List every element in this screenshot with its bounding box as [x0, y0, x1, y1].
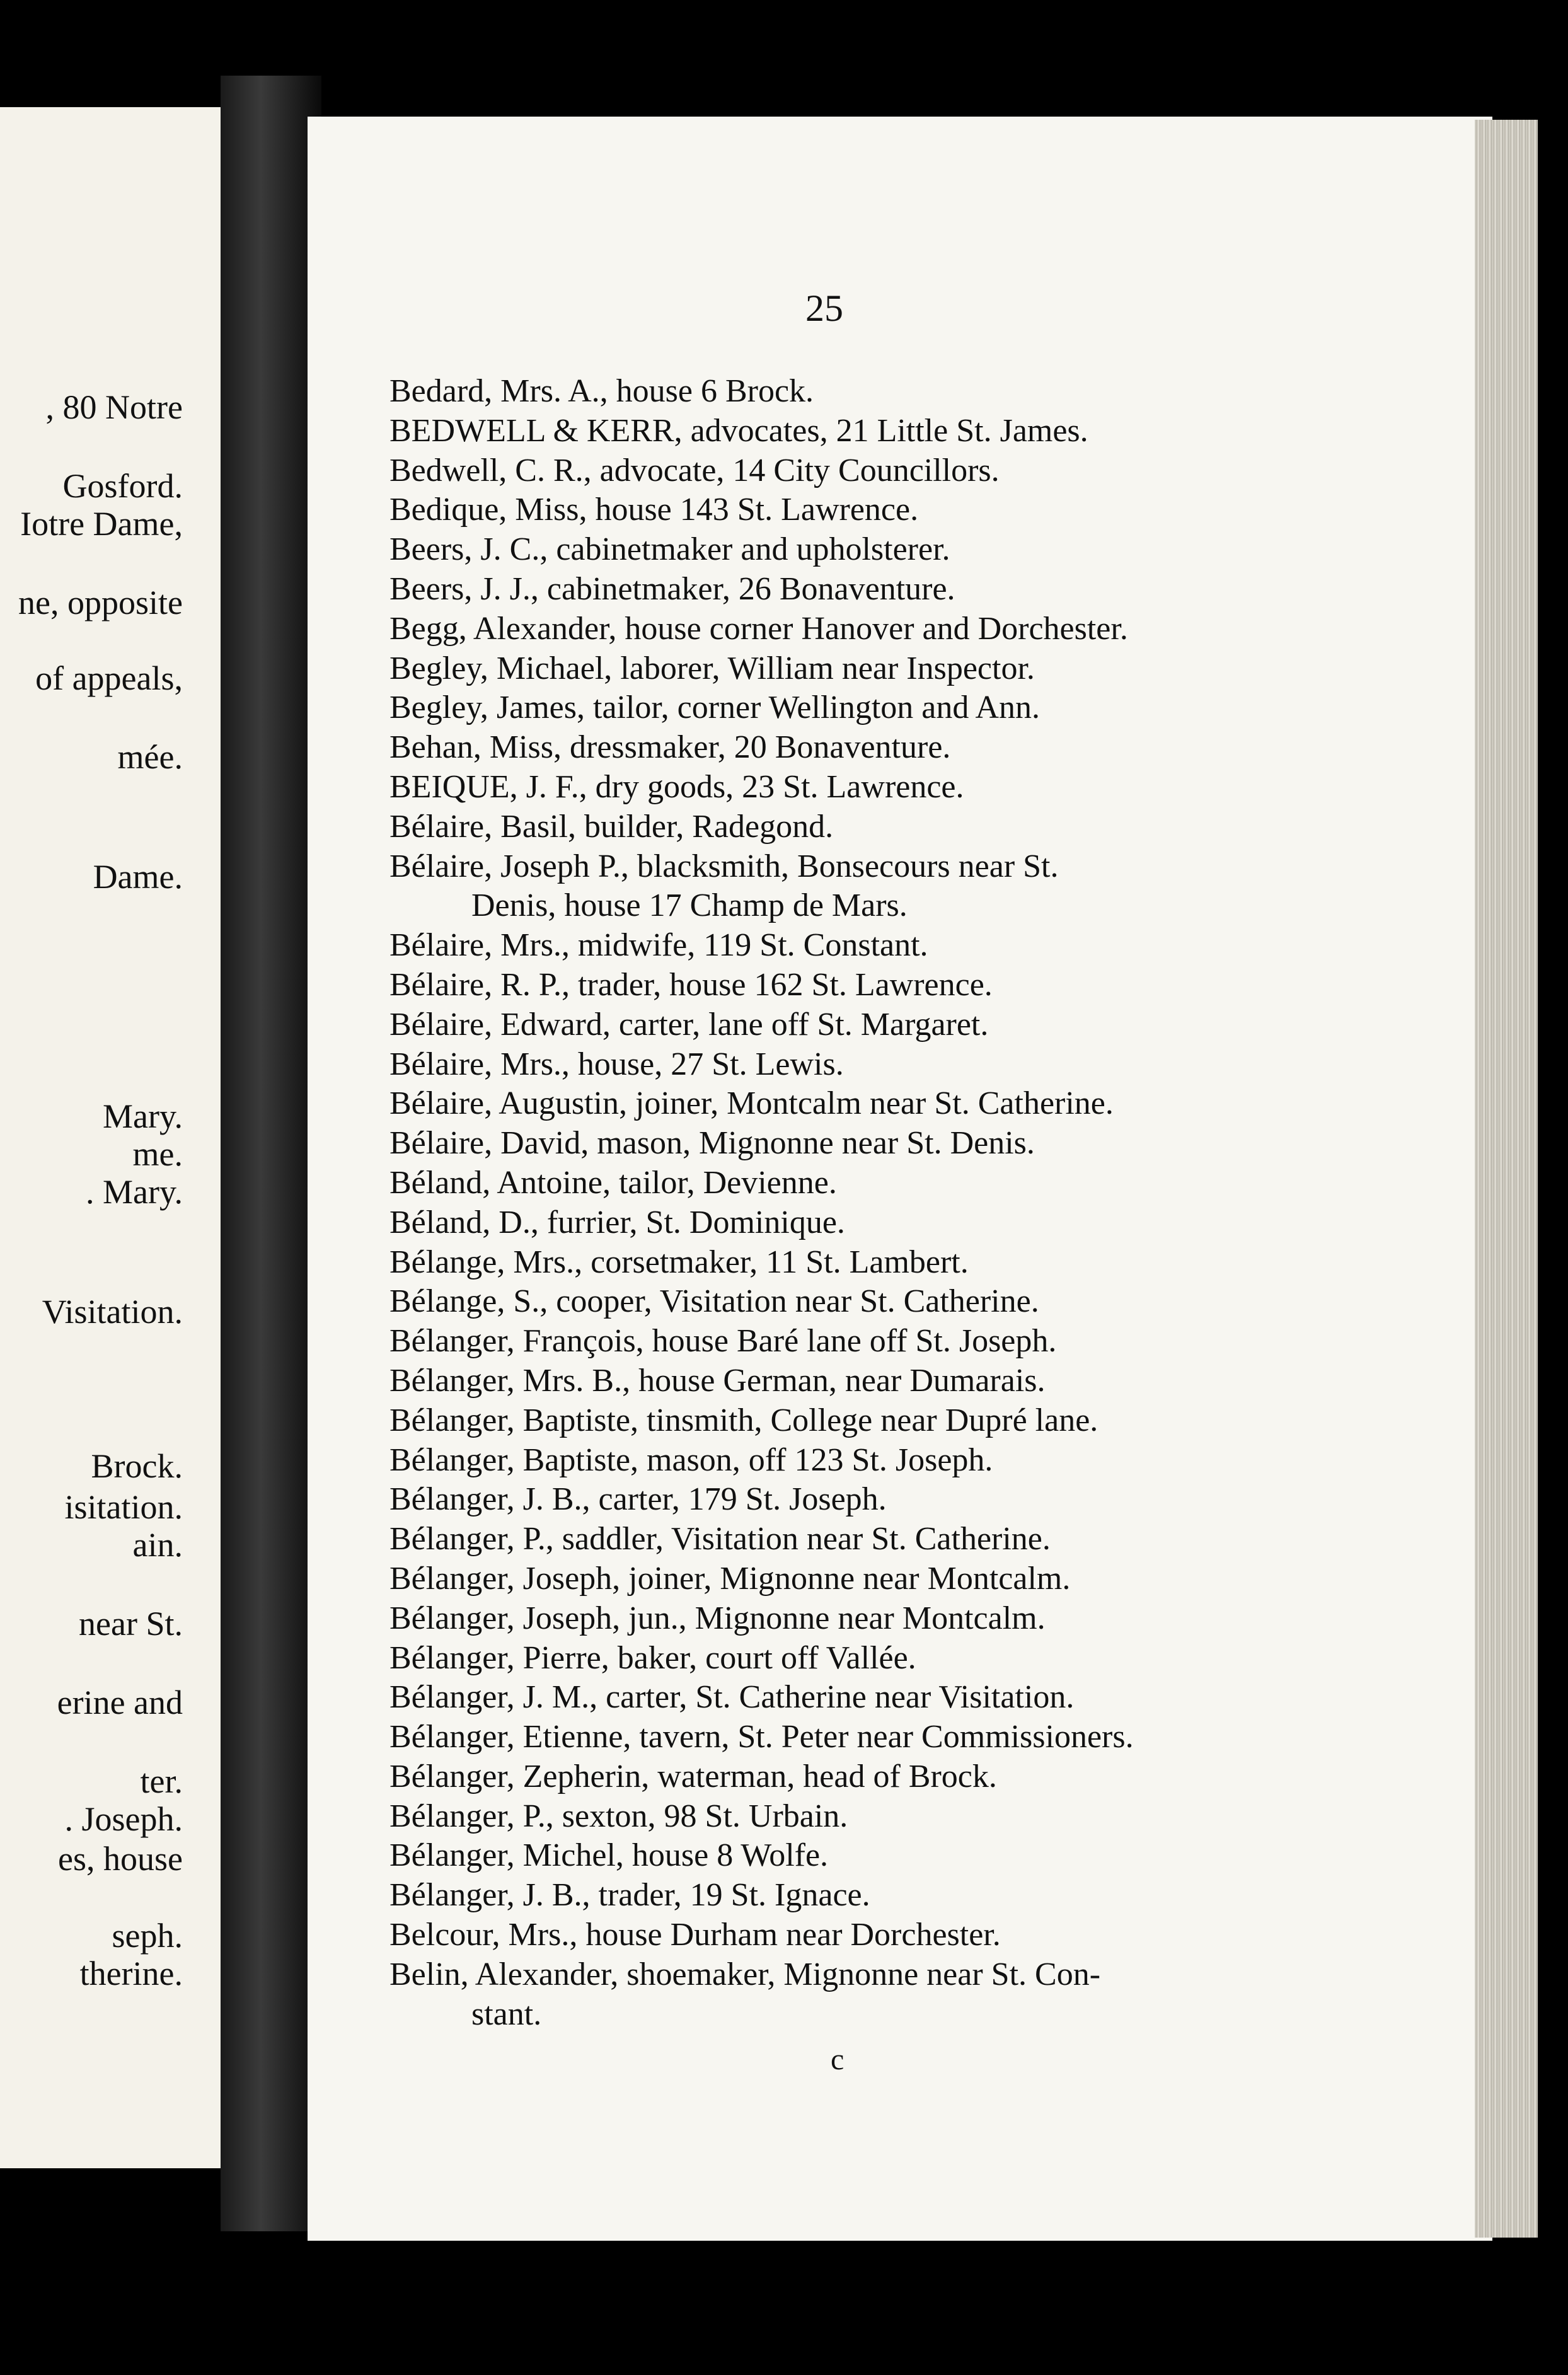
- directory-entry: Bélanger, Joseph, joiner, Mignonne near Montcalm.: [389, 1560, 1071, 1597]
- left-page-line: Gosford.: [62, 467, 183, 505]
- directory-entry: Bélanger, Zepherin, waterman, head of Brock.: [389, 1758, 997, 1794]
- directory-entry: Bedwell, C. R., advocate, 14 City Councillors.: [389, 452, 1000, 488]
- directory-entry: Bélanger, P., saddler, Visitation near St. Catherine.: [389, 1521, 1051, 1557]
- directory-entry: Beers, J. J., cabinetmaker, 26 Bonaventure.: [389, 570, 955, 607]
- left-page-line: Visitation.: [42, 1293, 183, 1331]
- directory-entry: Begg, Alexander, house corner Hanover and Dorchester.: [389, 610, 1128, 647]
- left-page-line: seph.: [112, 1917, 183, 1955]
- left-page-line: mée.: [117, 738, 183, 776]
- left-page-line: Iotre Dame,: [20, 505, 183, 543]
- directory-entry: Bélaire, Basil, builder, Radegond.: [389, 808, 834, 845]
- directory-entry: Bélange, Mrs., corsetmaker, 11 St. Lambert.: [389, 1244, 969, 1280]
- directory-entry: Béland, D., furrier, St. Dominique.: [389, 1204, 845, 1240]
- page-edge: [1475, 120, 1538, 2238]
- directory-entry: Bélanger, J. M., carter, St. Catherine near Visitation.: [389, 1679, 1075, 1716]
- directory-entries: [389, 372, 1310, 2034]
- directory-entry: Bélanger, François, house Baré lane off St. Joseph.: [389, 1323, 1057, 1360]
- directory-entry: Bélanger, Mrs. B., house German, near Dumarais.: [389, 1362, 1046, 1399]
- left-page-line: erine and: [57, 1684, 183, 1721]
- left-page-line: ne, opposite: [18, 584, 183, 621]
- directory-entry: Bélaire, David, mason, Mignonne near St. Denis.: [389, 1125, 1035, 1162]
- directory-entry: Bélanger, J. B., carter, 179 St. Joseph.: [389, 1481, 887, 1518]
- directory-entry: Beers, J. C., cabinetmaker and upholsterer.: [389, 531, 950, 568]
- left-page-line: . Joseph.: [64, 1800, 183, 1838]
- left-facing-page: [0, 107, 221, 2168]
- left-page-line: , 80 Notre: [45, 388, 183, 426]
- directory-entry: Bélanger, Pierre, baker, court off Vallée.: [389, 1639, 916, 1676]
- directory-entry: Bélanger, Etienne, tavern, St. Peter near Commissioners.: [389, 1719, 1134, 1755]
- directory-entry-continuation: stant.: [471, 1996, 542, 2032]
- directory-entry: Bélanger, P., sexton, 98 St. Urbain.: [389, 1798, 848, 1834]
- left-page-line: Dame.: [93, 858, 183, 896]
- page-number: 25: [805, 287, 843, 329]
- directory-entry: Bélaire, Augustin, joiner, Montcalm near St. Catherine.: [389, 1085, 1114, 1122]
- directory-entry: Bélanger, Michel, house 8 Wolfe.: [389, 1837, 829, 1874]
- directory-entry: Begley, Michael, laborer, William near Inspector.: [389, 650, 1035, 686]
- directory-entry: Bedique, Miss, house 143 St. Lawrence.: [389, 492, 919, 528]
- left-page-line: of appeals,: [35, 659, 183, 697]
- left-page-line: therine.: [79, 1955, 183, 1992]
- left-page-line: Mary.: [103, 1097, 183, 1135]
- directory-entry: Belin, Alexander, shoemaker, Mignonne near St. Con-: [389, 1956, 1101, 1992]
- directory-entry: Bélanger, J. B., trader, 19 St. Ignace.: [389, 1877, 870, 1914]
- book-gutter: [221, 76, 321, 2231]
- directory-entry: Bélaire, Joseph P., blacksmith, Bonsecours near St.: [389, 848, 1059, 884]
- signature-mark: c: [831, 2043, 845, 2076]
- directory-entry: Bélaire, Mrs., midwife, 119 St. Constant.: [389, 927, 928, 964]
- directory-entry: Bélanger, Baptiste, mason, off 123 St. Joseph.: [389, 1442, 993, 1478]
- left-page-line: Brock.: [91, 1447, 183, 1485]
- directory-entry: BEDWELL & KERR, advocates, 21 Little St. James.: [389, 412, 1088, 449]
- directory-entry: Behan, Miss, dressmaker, 20 Bonaventure.: [389, 729, 951, 766]
- left-page-line: me.: [132, 1135, 183, 1173]
- directory-entry: Bélanger, Joseph, jun., Mignonne near Montcalm.: [389, 1600, 1046, 1636]
- left-page-line: isitation.: [64, 1488, 183, 1526]
- directory-entry: Béland, Antoine, tailor, Devienne.: [389, 1164, 837, 1201]
- directory-entry: BEIQUE, J. F., dry goods, 23 St. Lawrence.: [389, 768, 964, 805]
- directory-entry: Bélange, S., cooper, Visitation near St. Catherine.: [389, 1283, 1039, 1320]
- left-page-line: ain.: [132, 1526, 183, 1564]
- left-page-line: near St.: [79, 1605, 183, 1643]
- directory-entry: Bélanger, Baptiste, tinsmith, College near Dupré lane.: [389, 1402, 1098, 1438]
- directory-entry: Bélaire, Mrs., house, 27 St. Lewis.: [389, 1046, 844, 1082]
- directory-entry-continuation: Denis, house 17 Champ de Mars.: [471, 887, 908, 924]
- directory-entry: Begley, James, tailor, corner Wellington and Ann.: [389, 690, 1041, 726]
- left-page-line: ter.: [140, 1762, 183, 1800]
- directory-entry: Bedard, Mrs. A., house 6 Brock.: [389, 373, 814, 409]
- left-page-line: es, house: [58, 1840, 183, 1878]
- directory-entry: Bélaire, Edward, carter, lane off St. Margaret.: [389, 1006, 989, 1043]
- directory-entry: Belcour, Mrs., house Durham near Dorchester.: [389, 1917, 1001, 1953]
- left-page-line: . Mary.: [86, 1173, 183, 1211]
- directory-entry: Bélaire, R. P., trader, house 162 St. Lawrence.: [389, 966, 993, 1003]
